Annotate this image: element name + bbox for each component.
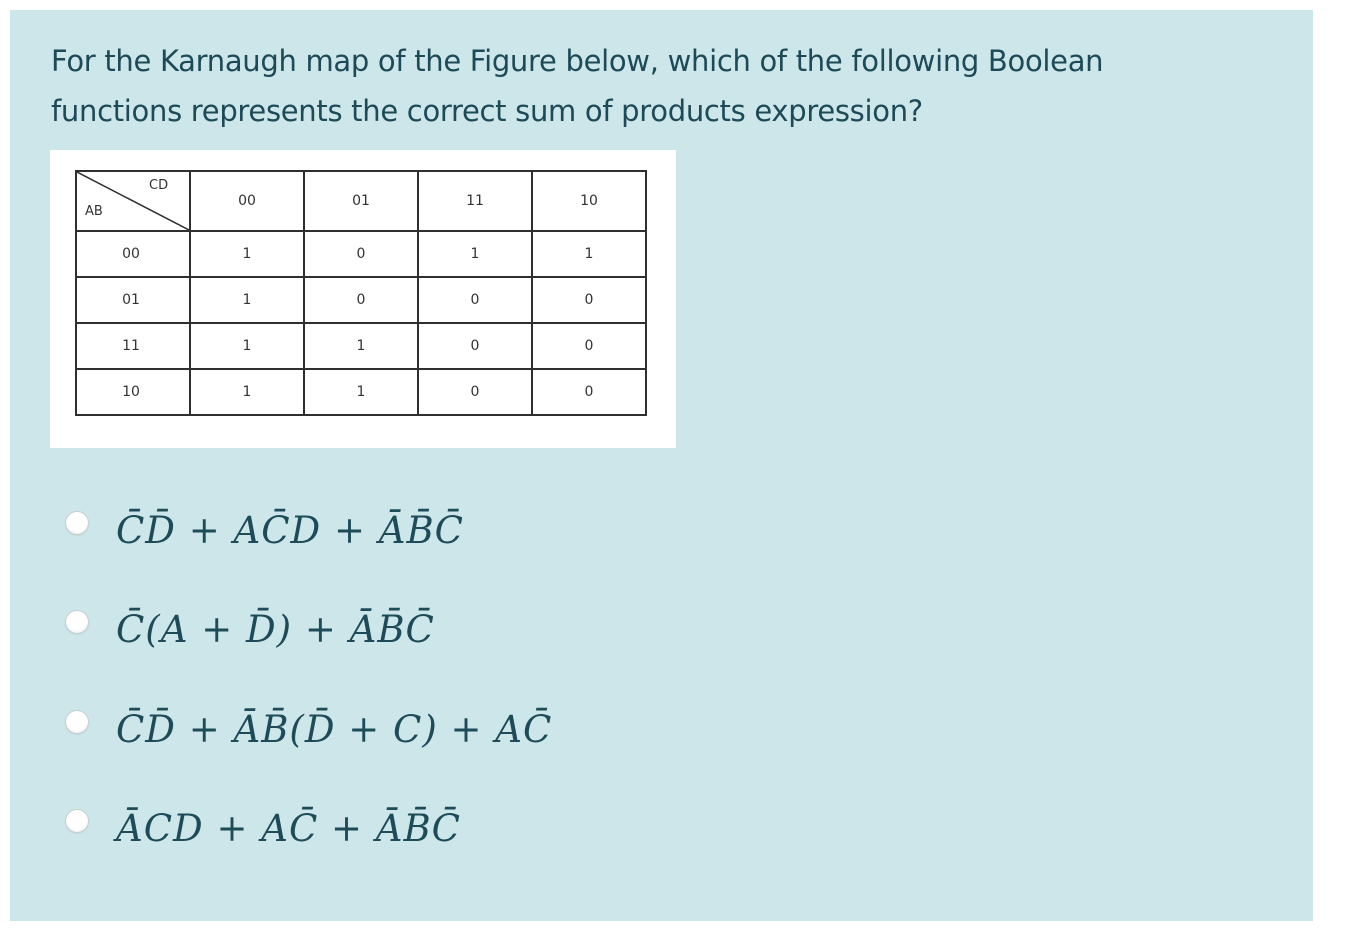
kmap-row	[76, 231, 646, 277]
kmap-cell: 0	[532, 369, 646, 415]
kmap-row-label: 00	[122, 246, 140, 262]
kmap-cell: 1	[532, 231, 646, 277]
karnaugh-map-table	[75, 170, 647, 416]
kmap-row-header	[76, 323, 190, 369]
kmap-row	[76, 277, 646, 323]
kmap-col-header: 10	[532, 171, 646, 231]
question-panel	[10, 10, 1313, 921]
kmap-cell: 1	[190, 323, 304, 369]
answer-expression-3	[116, 708, 552, 751]
radio-button[interactable]	[66, 711, 88, 733]
kmap-cell: 0	[304, 277, 418, 323]
answer-option-2[interactable]	[66, 604, 435, 654]
kmap-cell: 0	[418, 369, 532, 415]
answer-option-1[interactable]	[66, 505, 464, 555]
question-line-2: functions represents the correct sum of products expression?	[51, 94, 923, 128]
kmap-cell: 0	[532, 277, 646, 323]
kmap-row-header	[76, 277, 190, 323]
answer-expression-1	[116, 509, 464, 552]
kmap-row-label: 01	[122, 292, 140, 308]
kmap-row-label: 10	[122, 384, 140, 400]
kmap-row-header	[76, 231, 190, 277]
kmap-cell: 0	[532, 323, 646, 369]
kmap-col-header: 01	[304, 171, 418, 231]
kmap-cell: 1	[304, 369, 418, 415]
kmap-cell: 1	[304, 323, 418, 369]
radio-button[interactable]	[66, 512, 88, 534]
kmap-cell: 1	[190, 277, 304, 323]
kmap-row-variable: AB	[85, 204, 103, 219]
answer-option-1-text: C̄D̄ + AC̄D + ĀB̄C̄	[116, 508, 464, 552]
answer-option-4-text: ĀCD + AC̄ + ĀB̄C̄	[116, 806, 461, 850]
kmap-col-header: 11	[418, 171, 532, 231]
question-text	[51, 36, 1231, 136]
kmap-row-header	[76, 369, 190, 415]
karnaugh-map-figure	[50, 150, 676, 448]
answer-option-4[interactable]	[66, 803, 461, 853]
kmap-row-label: 11	[122, 338, 140, 354]
kmap-cell: 1	[190, 231, 304, 277]
kmap-cell: 0	[304, 231, 418, 277]
answer-option-2-text: C̄(A + D̄) + ĀB̄C̄	[116, 607, 435, 651]
answer-option-3[interactable]	[66, 704, 552, 754]
kmap-corner	[76, 171, 190, 231]
radio-button[interactable]	[66, 611, 88, 633]
answer-expression-2	[116, 608, 435, 651]
kmap-corner-diagonal	[77, 172, 189, 230]
kmap-row	[76, 369, 646, 415]
question-line-1: For the Karnaugh map of the Figure below, which of the following Boolean	[51, 44, 1104, 78]
radio-button[interactable]	[66, 810, 88, 832]
answer-option-3-text: C̄D̄ + ĀB̄(D̄ + C) + AC̄	[116, 707, 553, 751]
kmap-column-variable: CD	[149, 178, 169, 193]
kmap-cell: 1	[190, 369, 304, 415]
kmap-cell: 0	[418, 323, 532, 369]
kmap-col-header: 00	[190, 171, 304, 231]
kmap-cell: 1	[418, 231, 532, 277]
kmap-cell: 0	[418, 277, 532, 323]
kmap-row	[76, 323, 646, 369]
answer-expression-4	[116, 807, 461, 850]
